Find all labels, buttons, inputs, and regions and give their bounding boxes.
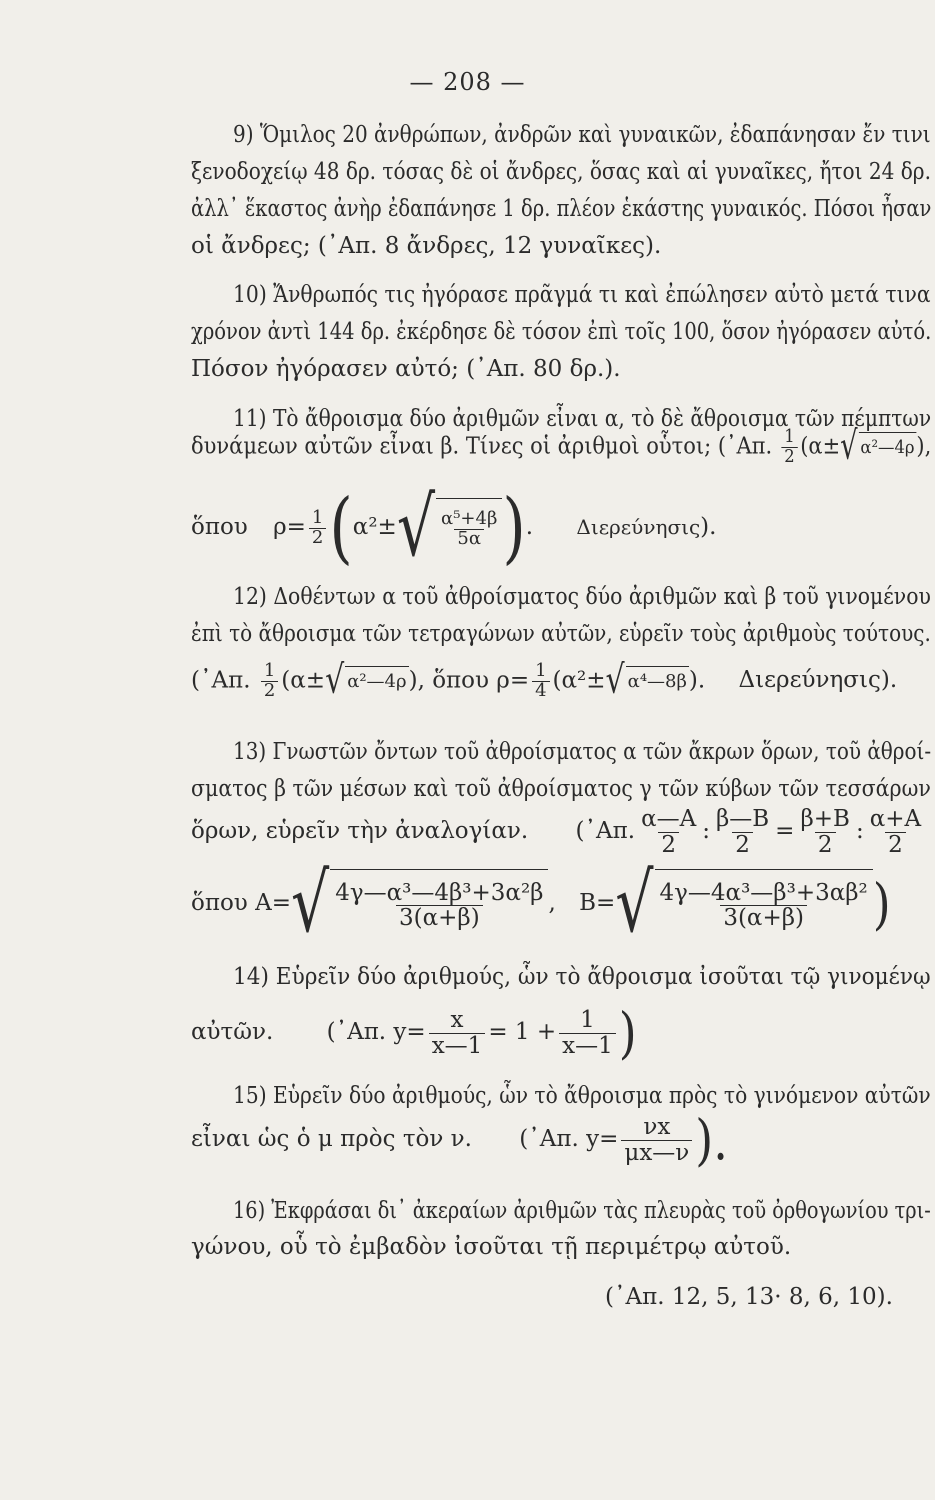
radicand: α²—4ρ: [345, 666, 408, 697]
closing-paren: ): [872, 871, 891, 937]
fraction-half: [309, 506, 326, 548]
radicand: α⁴—8β: [626, 666, 689, 697]
problem-12-line-3: [191, 657, 898, 704]
closing: ).: [688, 667, 706, 694]
right-paren-icon: ): [502, 482, 526, 574]
denominator: 2: [658, 832, 679, 857]
problem-16-line-1: 16) Ἐκφράσαι δι᾽ ἀκεραίων ἀριθμῶν τὰς πλευρὰς τοῦ ὀρθογωνίου τρι-: [233, 1198, 931, 1224]
alpha-plus-minus: (α±: [281, 667, 326, 694]
A-numerator: 4γ—α³—4β³+3α²β: [335, 879, 544, 906]
problem-11-line-3: [191, 480, 717, 576]
ratio-term-2: [713, 807, 772, 856]
denominator: 2: [732, 832, 753, 857]
radical-sign-icon: √: [396, 480, 436, 576]
ratio-term-3: [797, 807, 852, 856]
problem-9-line-3: ἀλλ᾽ ἕκαστος ἀνὴρ ἐδαπάνησε 1 δρ. πλέον ἑκάστης γυναικός. Πόσοι ἦσαν: [191, 196, 932, 222]
period: .: [525, 514, 534, 540]
square-root-A: [291, 856, 548, 952]
problem-15-line-2: [191, 1107, 728, 1173]
fraction-numerator: 1: [784, 426, 795, 447]
alpha-squared: (α²±: [552, 667, 606, 694]
radical-sign-icon: √: [615, 856, 654, 952]
closing-paren: ): [618, 1000, 637, 1066]
numerator: νx: [643, 1114, 671, 1141]
fraction-one: [559, 1008, 616, 1057]
problem-15-line-1: 15) Εὑρεῖν δύο ἀριθμούς, ὧν τὸ ἄθροισμα πρὸς τὸ γινόμενον αὐτῶν: [233, 1083, 931, 1109]
answer-label: (᾽Απ. y=: [519, 1126, 619, 1152]
problem-9-line-2: ξενοδοχείῳ 48 δρ. τόσας δὲ οἱ ἄνδρες, ὅσας καὶ αἱ γυναῖκες, ἤτοι 24 δρ.: [191, 159, 931, 185]
radicand-denominator: 5α: [454, 529, 484, 549]
problem-14-line-1: 14) Εὑρεῖν δύο ἀριθμούς, ὧν τὸ ἄθροισμα ἰσοῦται τῷ γινομένῳ: [233, 964, 931, 990]
problem-10-line-2: χρόνον ἀντὶ 144 δρ. ἐκέρδησε δὲ τόσον ἐπὶ τοῖς 100, ὅσον ἠγόρασεν αὐτό.: [191, 319, 932, 345]
comma: ,: [548, 890, 556, 916]
discussion-label: Διερεύνησις).: [738, 667, 898, 694]
radicand: α²—4ρ: [859, 432, 917, 463]
radical-sign-icon: √: [325, 657, 345, 704]
answer-label: (᾽Απ. y=: [326, 1019, 426, 1045]
radical-sign-icon: √: [605, 657, 625, 704]
problem-16-answer: (᾽Απ. 12, 5, 13· 8, 6, 10).: [605, 1284, 893, 1310]
colon: :: [702, 818, 710, 844]
numerator: 1: [580, 1007, 595, 1034]
B-denominator: 3(α+β): [720, 905, 807, 930]
fraction-nu-x: [621, 1115, 692, 1164]
denominator: x—1: [429, 1033, 486, 1058]
rho-equals: ρ=: [273, 514, 306, 540]
problem-13-text: ὅρων, εὑρεῖν τὴν ἀναλογίαν.: [191, 818, 529, 844]
numerator: α+A: [869, 806, 922, 833]
fraction-x: [429, 1008, 486, 1057]
where-label: ὅπου: [191, 514, 248, 540]
answer-label: (᾽Απ.: [191, 667, 251, 694]
square-root: [840, 423, 916, 470]
where-A: ὅπου A=: [191, 890, 291, 916]
numerator: x: [450, 1007, 464, 1034]
ratio-term-1: [638, 807, 699, 856]
square-root: [325, 657, 409, 704]
problem-10-line-3: Πόσον ἠγόρασεν αὐτό; (᾽Απ. 80 δρ.).: [191, 356, 621, 382]
problem-10-line-1: 10) Ἄνθρωπός τις ἠγόρασε πρᾶγμά τι καὶ ἐπώλησεν αὐτὸ μετά τινα: [233, 282, 931, 308]
denominator: x—1: [559, 1033, 616, 1058]
fraction-denominator: 4: [532, 681, 549, 701]
problem-12-line-1: 12) Δοθέντων α τοῦ ἀθροίσματος δύο ἀριθμῶν καὶ β τοῦ γινομένου: [233, 584, 931, 610]
fraction-half: [261, 662, 278, 701]
fraction-denominator: 2: [261, 681, 278, 701]
page-number: — 208 —: [409, 68, 526, 96]
problem-11-text: δυνάμεων αὐτῶν εἶναι β. Τίνες οἱ ἀριθμοὶ οὗτοι; (᾽Απ.: [191, 433, 773, 460]
fraction-numerator: 1: [311, 506, 324, 528]
A-denominator: 3(α+β): [396, 905, 483, 930]
fraction-numerator: 1: [535, 660, 547, 681]
problem-14-line-2: [191, 1000, 637, 1066]
fraction-quarter: [532, 662, 549, 701]
answer-label: (᾽Απ.: [575, 818, 636, 844]
alpha-plus-minus: (α±: [800, 433, 841, 460]
problem-13-line-4: [191, 856, 891, 952]
problem-13-line-2: σματος β τῶν μέσων καὶ τοῦ ἀθροίσματος γ τῶν κύβων τῶν τεσσάρων: [191, 776, 931, 802]
problem-15-text: εἶναι ὡς ὁ μ πρὸς τὸν ν.: [191, 1126, 472, 1152]
numerator: α—A: [641, 806, 697, 833]
B-fraction: [657, 881, 871, 930]
problem-9-line-1: 9) Ὅμιλος 20 ἀνθρώπων, ἀνδρῶν καὶ γυναικῶν, ἐδαπάνησαν ἔν τινι: [233, 122, 931, 148]
problem-14-text: αὐτῶν.: [191, 1019, 274, 1045]
problem-13-line-1: 13) Γνωστῶν ὄντων τοῦ ἀθροίσματος α τῶν ἄκρων ὅρων, τοῦ ἀθροί-: [233, 739, 932, 765]
problem-9-line-4: οἱ ἄνδρες; (᾽Απ. 8 ἄνδρες, 12 γυναῖκες).: [191, 233, 662, 259]
closing: ).: [700, 514, 717, 540]
denominator: μx—ν: [621, 1140, 692, 1165]
B-equals: B=: [579, 890, 616, 916]
A-fraction: [332, 881, 546, 930]
where-rho: ), ὅπου ρ=: [408, 667, 530, 694]
fraction-numerator: 1: [263, 660, 276, 681]
denominator: 2: [885, 832, 906, 857]
problem-11-line-1: 11) Τὸ ἄθροισμα δύο ἀριθμῶν εἶναι α, τὸ δὲ ἄθροισμα τῶν πέμπτων: [233, 406, 932, 432]
problem-13-line-3: [191, 806, 927, 857]
square-root-B: [615, 856, 872, 952]
radical-sign-icon: √: [291, 856, 330, 952]
square-root: [396, 480, 503, 576]
radicand-numerator: α⁵+4β: [441, 508, 498, 530]
colon: :: [855, 818, 864, 844]
numerator: β—B: [715, 806, 770, 833]
discussion-label: Διερεύνησις: [576, 515, 701, 539]
equals-one-plus: = 1 +: [488, 1019, 557, 1045]
radicand-fraction: [438, 510, 500, 549]
problem-16-line-2: γώνου, οὗ τὸ ἐμβαδὸν ἰσοῦται τῇ περιμέτρῳ αὐτοῦ.: [191, 1234, 792, 1260]
numerator: β+B: [800, 806, 850, 833]
equals: =: [775, 818, 795, 844]
closing-paren: ),: [916, 433, 932, 460]
fraction-half: [782, 428, 798, 467]
ratio-term-4: [867, 807, 924, 856]
left-paren-icon: (: [329, 482, 353, 574]
B-numerator: 4γ—4α³—β³+3αβ²: [659, 879, 868, 906]
radical-sign-icon: √: [840, 423, 858, 470]
alpha-squared: α²±: [352, 514, 397, 540]
square-root: [605, 657, 689, 704]
fraction-denominator: 2: [782, 447, 798, 467]
problem-11-line-2: [191, 423, 932, 470]
problem-12-line-2: ἐπὶ τὸ ἄθροισμα τῶν τετραγώνων αὐτῶν, εὑρεῖν τοὺς ἀριθμοὺς τούτους.: [191, 621, 931, 647]
fraction-denominator: 2: [309, 528, 326, 548]
closing: ).: [695, 1107, 728, 1173]
denominator: 2: [815, 832, 836, 857]
